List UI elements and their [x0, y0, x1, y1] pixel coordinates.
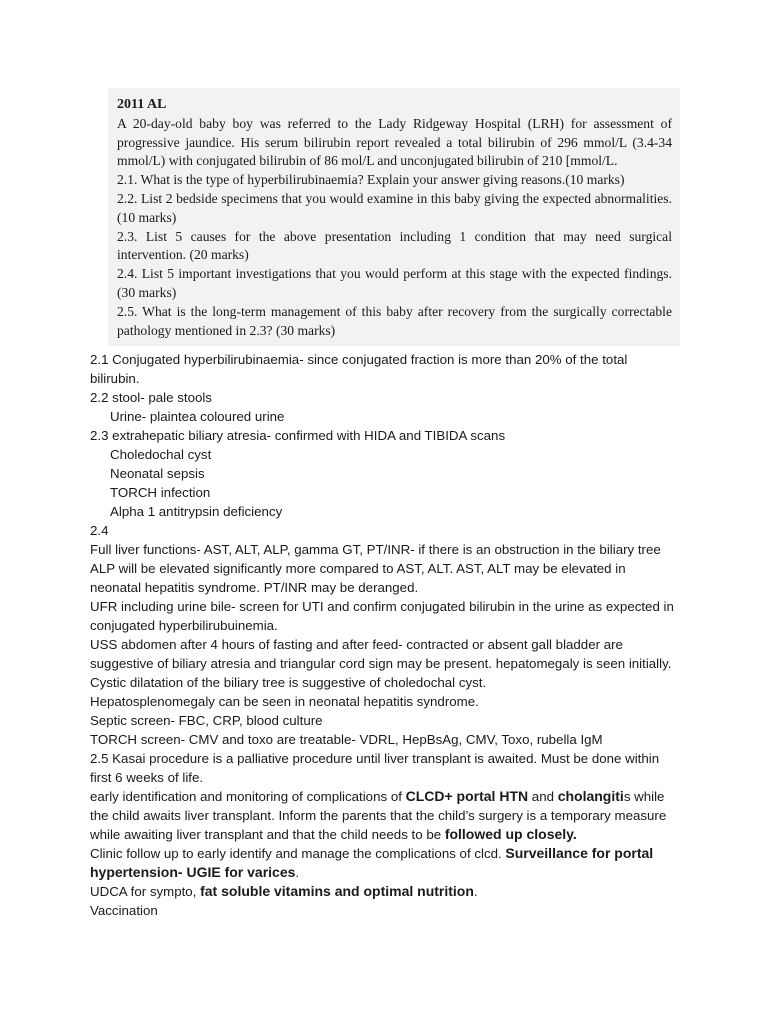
question-title: 2011 AL: [117, 97, 167, 112]
text-run: UDCA for sympto,: [90, 884, 201, 899]
answer-2-3-item: Neonatal sepsis: [110, 466, 205, 481]
question-2-1: 2.1. What is the type of hyperbilirubinaemia? Explain your answer giving reasons.(10 marks): [117, 172, 625, 188]
answer-2-4-head: 2.4: [90, 523, 109, 538]
answer-2-4-lft: Full liver functions- AST, ALT, ALP, gamma GT, PT/INR- if there is an obstruction in the biliary tree ALP will be elevated significantly more compared to AST, ALT. AST, ALT may be elevated in neonatal hepatitis syndrome. PT/INR may be deranged.: [90, 542, 661, 595]
question-2-2: 2.2. List 2 bedside specimens that you would examine in this baby giving the expected abnormalities. (10 marks): [117, 190, 672, 225]
answer-2-5-udca: [90, 882, 680, 901]
bold-text-run: CLCD+ portal HTN: [405, 788, 529, 804]
bold-text-run: Surveillance for portal hypertension- UGIE for varices: [90, 845, 654, 880]
text-run: .: [473, 884, 478, 899]
answer-2-3-item: Choledochal cyst: [110, 447, 212, 462]
answer-2-3-item: Alpha 1 antitrypsin deficiency: [110, 504, 283, 519]
answer-2-5-kasai: 2.5 Kasai procedure is a palliative procedure until liver transplant is awaited. Must be done within first 6 weeks of life.: [90, 751, 660, 785]
answer-2-5-complications: [90, 787, 680, 844]
answer-2-5-clinic: [90, 844, 680, 882]
bold-text-run: fat soluble vitamins and optimal nutrition: [200, 883, 474, 899]
answer-2-2-stool: 2.2 stool- pale stools: [90, 390, 212, 405]
answer-2-5-vaccination: Vaccination: [90, 903, 158, 918]
question-2-3: 2.3. List 5 causes for the above presentation including 1 condition that may need surgical intervention. (20 marks): [117, 228, 672, 263]
answer-2-4-ufr: UFR including urine bile- screen for UTI and confirm conjugated bilirubin in the urine as expected in conjugated hyperbilirubuinemia.: [90, 599, 674, 633]
text-run: s while the child awaits liver transplant. Inform the parents that the child’s surgery is a temporary measure while awaiting liver transplant and that the child needs to be: [90, 789, 667, 842]
bold-text-run: followed up closely.: [444, 826, 577, 842]
question-2-5: 2.5. What is the long-term management of this baby after recovery from the surgically correctable pathology mentioned in 2.3? (30 marks): [117, 303, 672, 338]
answer-2-4-uss: USS abdomen after 4 hours of fasting and after feed- contracted or absent gall bladder are suggestive of biliary atresia and triangular cord sign may be present. hepatomegaly is seen initially. Cystic dilatation of the biliary tree is suggestive of choledochal cyst.: [90, 637, 672, 690]
answer-2-4-hepatosplenomegaly: Hepatosplenomegaly can be seen in neonatal hepatitis syndrome.: [90, 694, 479, 709]
bold-text-run: cholangiti: [557, 788, 624, 804]
text-run: Clinic follow up to early identify and manage the complications of clcd.: [90, 846, 506, 861]
answer-2-3-head: 2.3 extrahepatic biliary atresia- confirmed with HIDA and TIBIDA scans: [90, 428, 506, 443]
question-2-4: 2.4. List 5 important investigations that you would perform at this stage with the expected findings. (30 marks): [117, 266, 672, 300]
question-stem: A 20-day-old baby boy was referred to the Lady Ridgeway Hospital (LRH) for assessment of progressive jaundice. His serum bilirubin report revealed a total bilirubin of 296 mmol/L (3.4-34 mmol/L) with conjugated bilirubin of 86 mol/L and unconjugated bilirubin of 210 [mmol/L.: [117, 115, 672, 169]
text-run: early identification and monitoring of complications of: [90, 789, 406, 804]
text-run: .: [295, 865, 300, 880]
answer-2-4-torch-screen: TORCH screen- CMV and toxo are treatable- VDRL, HepBsAg, CMV, Toxo, rubella IgM: [90, 732, 603, 747]
answer-text: [90, 350, 680, 920]
answer-2-1: 2.1 Conjugated hyperbilirubinaemia- since conjugated fraction is more than 20% of the total bilirubin.: [90, 352, 628, 386]
text-run: and: [528, 789, 558, 804]
answer-2-4-septic-screen: Septic screen- FBC, CRP, blood culture: [90, 713, 323, 728]
answer-2-2-urine: Urine- plaintea coloured urine: [110, 409, 285, 424]
answer-2-3-item: TORCH infection: [110, 485, 211, 500]
question-scan-image: [108, 88, 680, 346]
